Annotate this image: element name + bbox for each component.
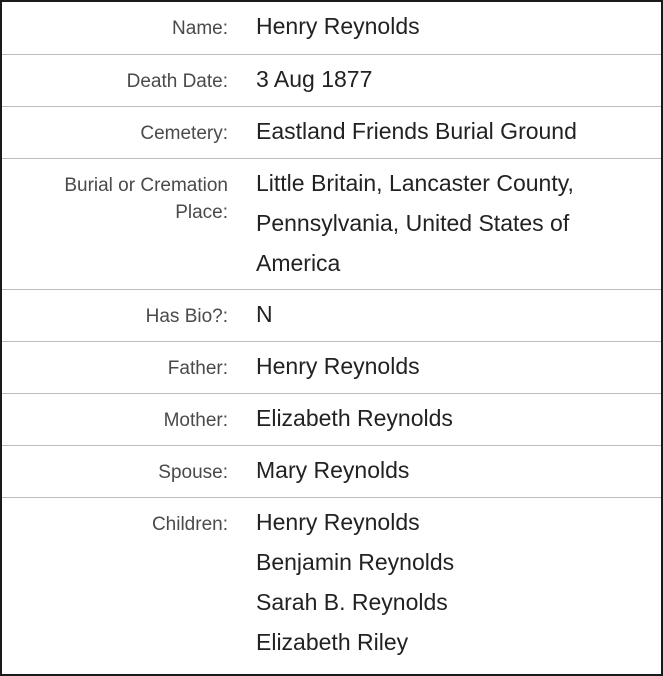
- name-label: Name:: [172, 18, 228, 39]
- burial-place-value-line: Pennsylvania, United States of: [256, 210, 570, 236]
- spouse-label: Spouse:: [158, 462, 228, 483]
- row-burial-place: [2, 159, 661, 290]
- child-item: Henry Reynolds: [256, 509, 420, 535]
- burial-place-label-line: Place:: [175, 202, 228, 223]
- burial-place-value: [256, 163, 661, 289]
- cemetery-label: Cemetery:: [140, 123, 228, 144]
- row-death-date: [2, 55, 661, 107]
- father-value: Henry Reynolds: [256, 353, 420, 379]
- has-bio-label: Has Bio?:: [145, 306, 228, 327]
- row-children: [2, 498, 661, 674]
- spouse-value: Mary Reynolds: [256, 457, 410, 483]
- child-item: Sarah B. Reynolds: [256, 589, 448, 615]
- row-father: [2, 342, 661, 394]
- name-value: Henry Reynolds: [256, 13, 420, 39]
- row-mother: [2, 394, 661, 446]
- row-name: [2, 2, 661, 55]
- child-item: Benjamin Reynolds: [256, 549, 455, 575]
- child-item: Elizabeth Riley: [256, 629, 409, 655]
- row-has-bio: [2, 290, 661, 342]
- mother-value: Elizabeth Reynolds: [256, 405, 453, 431]
- burial-place-label-line: Burial or Cremation: [64, 175, 228, 196]
- row-cemetery: [2, 107, 661, 159]
- row-spouse: [2, 446, 661, 498]
- death-date-value: 3 Aug 1877: [256, 66, 373, 92]
- mother-label: Mother:: [163, 410, 228, 431]
- burial-place-value-line: Little Britain, Lancaster County,: [256, 170, 574, 196]
- burial-place-value-line: America: [256, 250, 341, 276]
- death-date-label: Death Date:: [126, 71, 228, 92]
- father-label: Father:: [167, 358, 228, 379]
- has-bio-value: N: [256, 301, 273, 327]
- burial-place-label: [2, 171, 228, 289]
- cemetery-value: Eastland Friends Burial Ground: [256, 118, 577, 144]
- children-label: Children:: [151, 514, 228, 535]
- children-list: [256, 502, 661, 674]
